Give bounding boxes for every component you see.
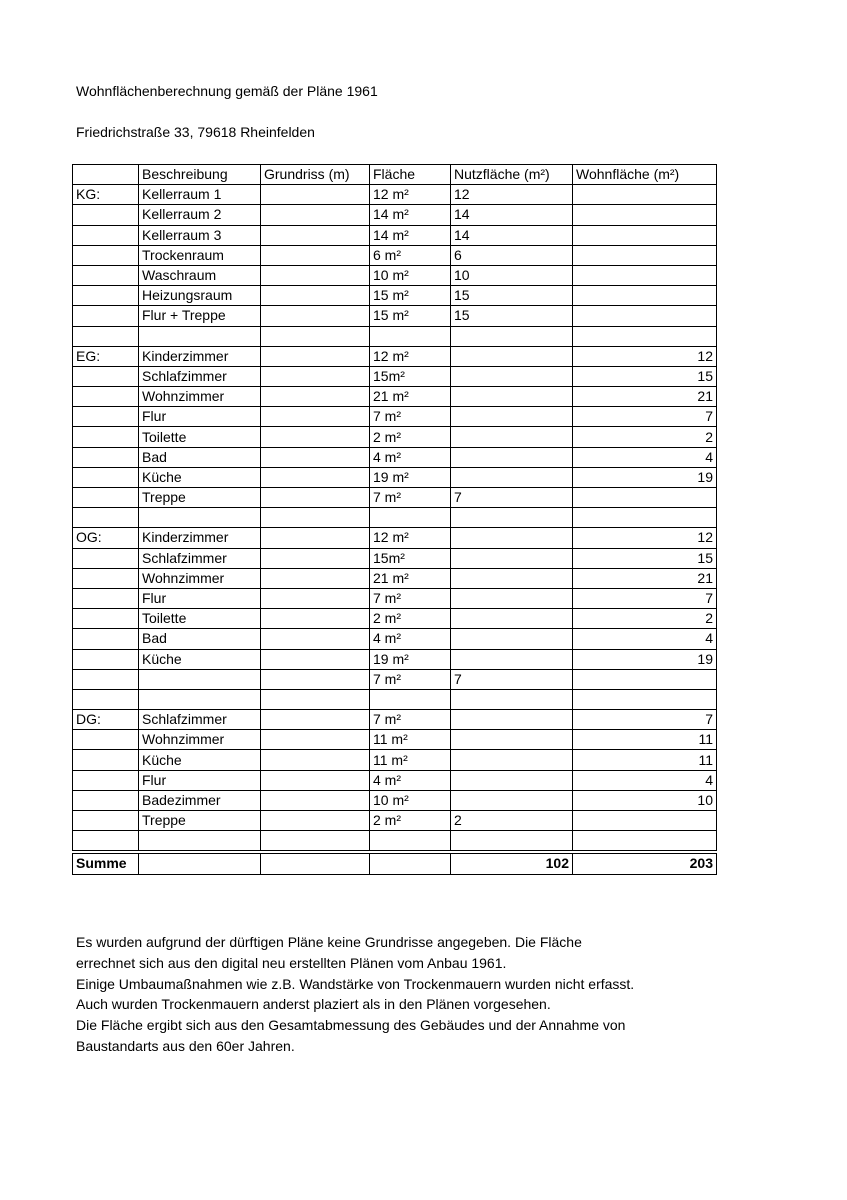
table-cell: 7 (573, 588, 717, 608)
notes (76, 932, 634, 1057)
table-cell: 7 (451, 669, 573, 689)
table-cell (261, 366, 370, 386)
table-cell (451, 346, 573, 366)
table-cell (73, 790, 139, 810)
table-row (73, 205, 717, 225)
table-cell (261, 407, 370, 427)
table-cell: Wohnzimmer (139, 387, 261, 407)
table-cell: 11 (573, 750, 717, 770)
table-cell: 15m² (370, 548, 451, 568)
table-row (73, 609, 717, 629)
table-cell: 14 (451, 225, 573, 245)
table-cell (73, 447, 139, 467)
table-cell (451, 730, 573, 750)
table-row (73, 750, 717, 770)
table-cell (73, 548, 139, 568)
table-cell: 7 (573, 407, 717, 427)
table-cell: 14 m² (370, 225, 451, 245)
table-cell: 15 (451, 286, 573, 306)
table-cell: Wohnzimmer (139, 568, 261, 588)
table-row (73, 467, 717, 487)
area-table (72, 164, 717, 875)
table-cell: Summe (73, 852, 139, 874)
table-cell (73, 750, 139, 770)
table-cell (370, 831, 451, 853)
table-cell: Kellerraum 2 (139, 205, 261, 225)
table-row (73, 790, 717, 810)
table-cell (139, 689, 261, 709)
table-row (73, 669, 717, 689)
table-cell: Flur (139, 588, 261, 608)
table-cell: Heizungsraum (139, 286, 261, 306)
table-cell (73, 831, 139, 853)
table-row (73, 548, 717, 568)
table-cell (573, 811, 717, 831)
note-line: Baustandarts aus den 60er Jahren. (76, 1037, 295, 1054)
table-cell (261, 427, 370, 447)
table-cell: 19 m² (370, 649, 451, 669)
table-cell (73, 508, 139, 528)
table-cell (573, 669, 717, 689)
table-cell: 14 (451, 205, 573, 225)
table-cell (73, 265, 139, 285)
table-cell (73, 245, 139, 265)
table-cell: 12 (451, 185, 573, 205)
table-row (73, 770, 717, 790)
table-cell (451, 831, 573, 853)
table-cell (261, 649, 370, 669)
table-cell (139, 831, 261, 853)
table-cell: 10 (573, 790, 717, 810)
table-cell (73, 689, 139, 709)
table-cell (261, 790, 370, 810)
table-row (73, 831, 717, 853)
table-cell: 102 (451, 852, 573, 874)
table-cell (261, 689, 370, 709)
table-cell (73, 488, 139, 508)
table-cell: 7 m² (370, 710, 451, 730)
table-cell (451, 609, 573, 629)
table-cell (261, 609, 370, 629)
table-cell (261, 245, 370, 265)
table-cell (261, 588, 370, 608)
table-cell: Kellerraum 1 (139, 185, 261, 205)
table-cell (451, 528, 573, 548)
table-cell: Treppe (139, 811, 261, 831)
table-cell (73, 306, 139, 326)
address: Friedrichstraße 33, 79618 Rheinfelden (76, 124, 315, 140)
table-row (73, 528, 717, 548)
table-cell: 21 m² (370, 568, 451, 588)
table-cell: Toilette (139, 427, 261, 447)
table-cell (73, 286, 139, 306)
table-cell (73, 427, 139, 447)
table-cell (451, 750, 573, 770)
table-cell (573, 225, 717, 245)
table-cell: 6 m² (370, 245, 451, 265)
table-cell (73, 629, 139, 649)
table-cell: 203 (573, 852, 717, 874)
table-cell: 7 m² (370, 588, 451, 608)
table-row (73, 245, 717, 265)
table-cell: 15m² (370, 366, 451, 386)
table-cell (139, 852, 261, 874)
table-cell (261, 286, 370, 306)
table-row (73, 689, 717, 709)
table-cell: 6 (451, 245, 573, 265)
table-row (73, 447, 717, 467)
table-row (73, 488, 717, 508)
table-cell (73, 467, 139, 487)
table-row (73, 588, 717, 608)
table-cell (261, 730, 370, 750)
table-cell: Kinderzimmer (139, 528, 261, 548)
table-row (73, 346, 717, 366)
table-cell (73, 568, 139, 588)
table-row (73, 649, 717, 669)
table-cell (451, 588, 573, 608)
table-cell (573, 689, 717, 709)
table-row (73, 710, 717, 730)
table-cell: 11 (573, 730, 717, 750)
table-cell (261, 467, 370, 487)
table-cell: 15 (573, 548, 717, 568)
table-row (73, 366, 717, 386)
table-cell (261, 568, 370, 588)
table-cell: Flur + Treppe (139, 306, 261, 326)
table-row (73, 568, 717, 588)
table-cell: DG: (73, 710, 139, 730)
table-cell (451, 467, 573, 487)
note-line: Die Fläche ergibt sich aus den Gesamtabmessung des Gebäudes und der Annahme von (76, 1017, 626, 1034)
table-cell (261, 831, 370, 853)
table-cell: Flur (139, 407, 261, 427)
table-row (73, 265, 717, 285)
table-cell: 10 m² (370, 790, 451, 810)
table-cell (261, 770, 370, 790)
table-cell: Beschreibung (139, 165, 261, 185)
table-cell (73, 407, 139, 427)
table-cell (451, 326, 573, 346)
table-cell: 15 (573, 366, 717, 386)
table-cell: 4 (573, 770, 717, 790)
table-cell: 11 m² (370, 730, 451, 750)
table-cell (139, 326, 261, 346)
table-cell: Badezimmer (139, 790, 261, 810)
note-line: Auch wurden Trockenmauern anderst plaziert als in den Plänen vorgesehen. (76, 996, 551, 1013)
table-cell: 19 (573, 467, 717, 487)
table-cell (73, 366, 139, 386)
table-cell: 15 (451, 306, 573, 326)
table-cell: Wohnfläche (m²) (573, 165, 717, 185)
table-cell: 7 m² (370, 407, 451, 427)
table-cell (73, 387, 139, 407)
table-cell (451, 407, 573, 427)
table-cell: 11 m² (370, 750, 451, 770)
table-cell (451, 568, 573, 588)
table-cell (261, 629, 370, 649)
table-cell: Flur (139, 770, 261, 790)
table-cell (573, 205, 717, 225)
table-cell: Treppe (139, 488, 261, 508)
table-cell (73, 225, 139, 245)
table-cell (370, 852, 451, 874)
table-cell (261, 528, 370, 548)
table-cell: Kinderzimmer (139, 346, 261, 366)
table-cell (261, 326, 370, 346)
table-cell: Fläche (370, 165, 451, 185)
table-cell (573, 488, 717, 508)
table-row (73, 629, 717, 649)
table-cell: 15 m² (370, 286, 451, 306)
table-cell (451, 447, 573, 467)
table-cell (73, 165, 139, 185)
table-cell (451, 548, 573, 568)
table-cell: 19 m² (370, 467, 451, 487)
table-cell: 12 m² (370, 185, 451, 205)
table-cell: Wohnzimmer (139, 730, 261, 750)
table-cell (73, 326, 139, 346)
table-cell (261, 669, 370, 689)
table-cell (451, 629, 573, 649)
table-cell: 7 m² (370, 488, 451, 508)
table-row (73, 387, 717, 407)
table-cell (573, 185, 717, 205)
table-row (73, 427, 717, 447)
table-cell (573, 265, 717, 285)
table-cell (451, 508, 573, 528)
table-cell (370, 508, 451, 528)
table-cell: 2 (451, 811, 573, 831)
table-cell (451, 689, 573, 709)
table-cell (370, 326, 451, 346)
table-cell: 4 m² (370, 629, 451, 649)
table-cell: Kellerraum 3 (139, 225, 261, 245)
table-cell: Grundriss (m) (261, 165, 370, 185)
table-cell (451, 427, 573, 447)
table-cell: KG: (73, 185, 139, 205)
table-cell (573, 245, 717, 265)
table-cell: 4 m² (370, 447, 451, 467)
table-cell (139, 508, 261, 528)
table-cell (451, 770, 573, 790)
table-row (73, 407, 717, 427)
table-cell: 12 (573, 528, 717, 548)
table-cell: Schlafzimmer (139, 366, 261, 386)
table-cell (451, 366, 573, 386)
table-cell: Toilette (139, 609, 261, 629)
table-cell (73, 609, 139, 629)
table-cell (261, 710, 370, 730)
table-cell: 14 m² (370, 205, 451, 225)
table-cell (73, 649, 139, 669)
table-cell: 2 m² (370, 609, 451, 629)
table-cell (73, 770, 139, 790)
table-cell (261, 265, 370, 285)
table-cell: 4 (573, 447, 717, 467)
table-cell (261, 811, 370, 831)
table-cell (261, 346, 370, 366)
table-cell: Nutzfläche (m²) (451, 165, 573, 185)
table-cell: Bad (139, 447, 261, 467)
table-row (73, 811, 717, 831)
table-cell (573, 326, 717, 346)
table-cell (73, 811, 139, 831)
table-cell (573, 831, 717, 853)
table-cell (261, 387, 370, 407)
table-cell (261, 185, 370, 205)
table-cell (573, 286, 717, 306)
table-cell: 10 (451, 265, 573, 285)
table-cell: 12 (573, 346, 717, 366)
table-cell: Küche (139, 649, 261, 669)
table-cell: 21 m² (370, 387, 451, 407)
table-cell: OG: (73, 528, 139, 548)
table-cell: 12 m² (370, 528, 451, 548)
table-cell: Schlafzimmer (139, 548, 261, 568)
table-cell: 2 m² (370, 811, 451, 831)
table-row (73, 225, 717, 245)
table-cell (370, 689, 451, 709)
note-line: errechnet sich aus den digital neu erstellten Plänen vom Anbau 1961. (76, 954, 507, 971)
table-cell: 19 (573, 649, 717, 669)
table-cell (451, 387, 573, 407)
table-row (73, 326, 717, 346)
table-cell (261, 488, 370, 508)
table-cell (139, 669, 261, 689)
table-cell: Bad (139, 629, 261, 649)
table-cell: Küche (139, 750, 261, 770)
table-cell: Küche (139, 467, 261, 487)
table-cell: 2 (573, 427, 717, 447)
table-cell: Trockenraum (139, 245, 261, 265)
table-cell (261, 750, 370, 770)
table-cell: 21 (573, 568, 717, 588)
table-cell: 7 m² (370, 669, 451, 689)
table-cell (73, 730, 139, 750)
table-cell (261, 447, 370, 467)
table-cell: 2 (573, 609, 717, 629)
table-cell: 4 m² (370, 770, 451, 790)
table-cell (261, 548, 370, 568)
table-cell: 12 m² (370, 346, 451, 366)
table-cell: 10 m² (370, 265, 451, 285)
table-cell: Schlafzimmer (139, 710, 261, 730)
table-cell (573, 508, 717, 528)
note-line: Es wurden aufgrund der dürftigen Pläne keine Grundrisse angegeben. Die Fläche (76, 934, 582, 950)
table-cell (451, 790, 573, 810)
table-cell (73, 205, 139, 225)
table-cell (451, 710, 573, 730)
table-sum-row (73, 852, 717, 874)
table-row (73, 185, 717, 205)
table-cell (261, 225, 370, 245)
document-title: Wohnflächenberechnung gemäß der Pläne 1961 (76, 83, 378, 99)
table-cell (451, 649, 573, 669)
table-cell (261, 852, 370, 874)
table-row (73, 286, 717, 306)
table-cell: Waschraum (139, 265, 261, 285)
table-cell: 15 m² (370, 306, 451, 326)
note-line: Einige Umbaumaßnahmen wie z.B. Wandstärke von Trockenmauern wurden nicht erfasst. (76, 975, 635, 992)
table-cell (261, 508, 370, 528)
table-cell (261, 306, 370, 326)
table-row (73, 508, 717, 528)
table-cell: 2 m² (370, 427, 451, 447)
table-cell (73, 669, 139, 689)
table-cell: 21 (573, 387, 717, 407)
table-cell: 7 (451, 488, 573, 508)
table-row (73, 306, 717, 326)
table-cell (573, 306, 717, 326)
table-row (73, 730, 717, 750)
table-cell (261, 205, 370, 225)
table-cell (73, 588, 139, 608)
table-header-row (73, 165, 717, 185)
table-cell: 4 (573, 629, 717, 649)
table-cell: 7 (573, 710, 717, 730)
table-cell: EG: (73, 346, 139, 366)
